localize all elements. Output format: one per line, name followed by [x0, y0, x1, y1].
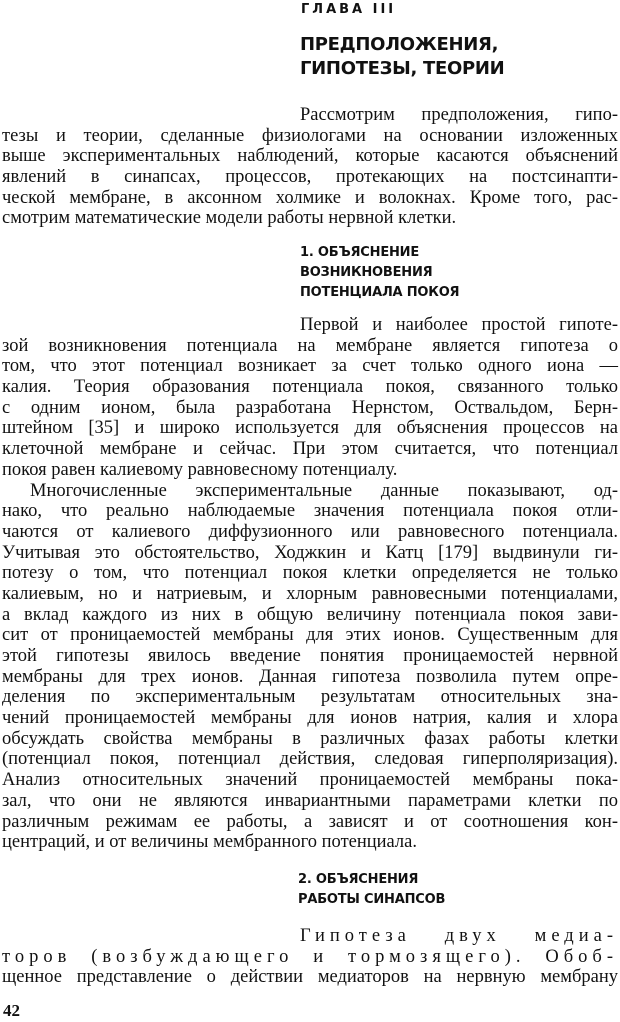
text-line: щенное представление о действии медиаторов на нервную мембрану	[2, 967, 618, 988]
section-heading-line: ВОЗНИКНОВЕНИЯ	[300, 265, 433, 280]
section-heading-1	[300, 243, 459, 303]
text-line: обсуждать свойства мембраны в различных фазах работы клетки	[2, 728, 618, 749]
text-line: Учитывая это обстоятельство, Ходжкин и Катц [179] выдвинули ги-	[2, 542, 618, 563]
section-heading-line: ПОТЕНЦИАЛА ПОКОЯ	[300, 285, 460, 300]
section1-body	[2, 315, 618, 853]
text-line: штейном [35] и широко используется для объяснения процессов на	[2, 418, 618, 439]
text-line: зой возникновения потенциала на мембране является гипотеза о	[2, 335, 618, 356]
page-number: 42	[3, 1001, 20, 1020]
text-line: клеточной мембране и сейчас. При этом считается, что потенциал	[2, 439, 618, 460]
text-line: торов (возбуждающего и тормозящего). Обоб-	[2, 946, 618, 967]
text-line: тезы и теории, сделанные физиологами на основании изложенных	[2, 125, 618, 146]
chapter-title-line: ПРЕДПОЛОЖЕНИЯ,	[300, 34, 499, 55]
text-line: калия. Теория образования потенциала покоя, связанного только	[2, 377, 618, 398]
text-line: сит от проницаемостей мембраны для этих ионов. Существенным для	[2, 625, 618, 646]
text-line: Первой и наиболее простой гипоте-	[300, 315, 618, 335]
text-line: а вклад каждого из них в общую величину потенциала покоя зави-	[2, 604, 618, 625]
section-heading-line: 2. ОБЪЯСНЕНИЯ	[298, 872, 419, 887]
paragraph-hodgkin-katz	[2, 481, 618, 853]
text-line: (потенциал покоя, потенциал действия, следовая гиперполяризация).	[2, 749, 618, 770]
text-line: Гипотеза двух медиа-	[300, 926, 618, 946]
section-heading-line: РАБОТЫ СИНАПСОВ	[298, 892, 446, 907]
text-line: Рассмотрим предположения, гипо-	[300, 105, 618, 125]
text-line: Многочисленные экспериментальные данные показывают, од-	[30, 480, 618, 501]
section-heading-line: 1. ОБЪЯСНЕНИЕ	[300, 245, 420, 260]
text-line: явлений в синапсах, процессов, протекающих на постсинапти-	[2, 167, 618, 188]
text-line: ческой мембране, в аксонном холмике и волокнах. Кроме того, рас-	[2, 187, 618, 208]
text-line: выше экспериментальных наблюдений, которые касаются объяснений	[2, 146, 618, 167]
chapter-title-line: ГИПОТЕЗЫ, ТЕОРИИ	[300, 58, 505, 79]
text-line: чаются от калиевого диффузионного или равновесного потенциала.	[2, 521, 618, 542]
text-line: мембраны для трех ионов. Данная гипотеза позволила путем опре-	[2, 666, 618, 687]
text-line: центраций, и от величины мембранного потенциала.	[2, 832, 418, 853]
text-line: смотрим математические модели работы нервной клетки.	[2, 208, 457, 229]
text-line: различным режимам ее работы, а зависят и от соотношения кон-	[2, 811, 618, 832]
text-line: покоя равен калиевому равновесному потенциалу.	[2, 459, 398, 480]
text-line: с одним ионом, была разработана Нернстом, Оствальдом, Берн-	[2, 397, 618, 418]
text-line: деления по экспериментальным результатам относительных зна-	[2, 687, 618, 708]
paragraph-resting-potential	[2, 315, 618, 481]
text-line: этой гипотезы явилось введение понятия проницаемостей нервной	[2, 646, 618, 666]
chapter-title	[300, 33, 504, 81]
text-line: том, что этот потенциал возникает за счет только одного иона —	[2, 356, 618, 377]
text-line: чений проницаемостей мембраны для ионов натрия, калия и хлора	[2, 708, 618, 729]
text-line: Анализ относительных значений проницаемостей мембраны пока-	[2, 770, 618, 791]
text-line: нако, что реально наблюдаемые значения потенциала покоя отли-	[2, 501, 618, 522]
chapter-label: ГЛАВА III	[301, 2, 397, 17]
text-line: потезу о том, что потенциал покоя клетки определяется не только	[2, 563, 618, 584]
text-line: калиевым, но и натриевым, и хлорным равновесными потенциалами,	[2, 583, 618, 604]
text-line: зал, что они не являются инвариантными параметрами клетки по	[2, 790, 618, 811]
paragraph-two-mediators	[2, 926, 618, 988]
section-heading-2	[298, 870, 445, 910]
paragraph-intro	[2, 105, 618, 229]
